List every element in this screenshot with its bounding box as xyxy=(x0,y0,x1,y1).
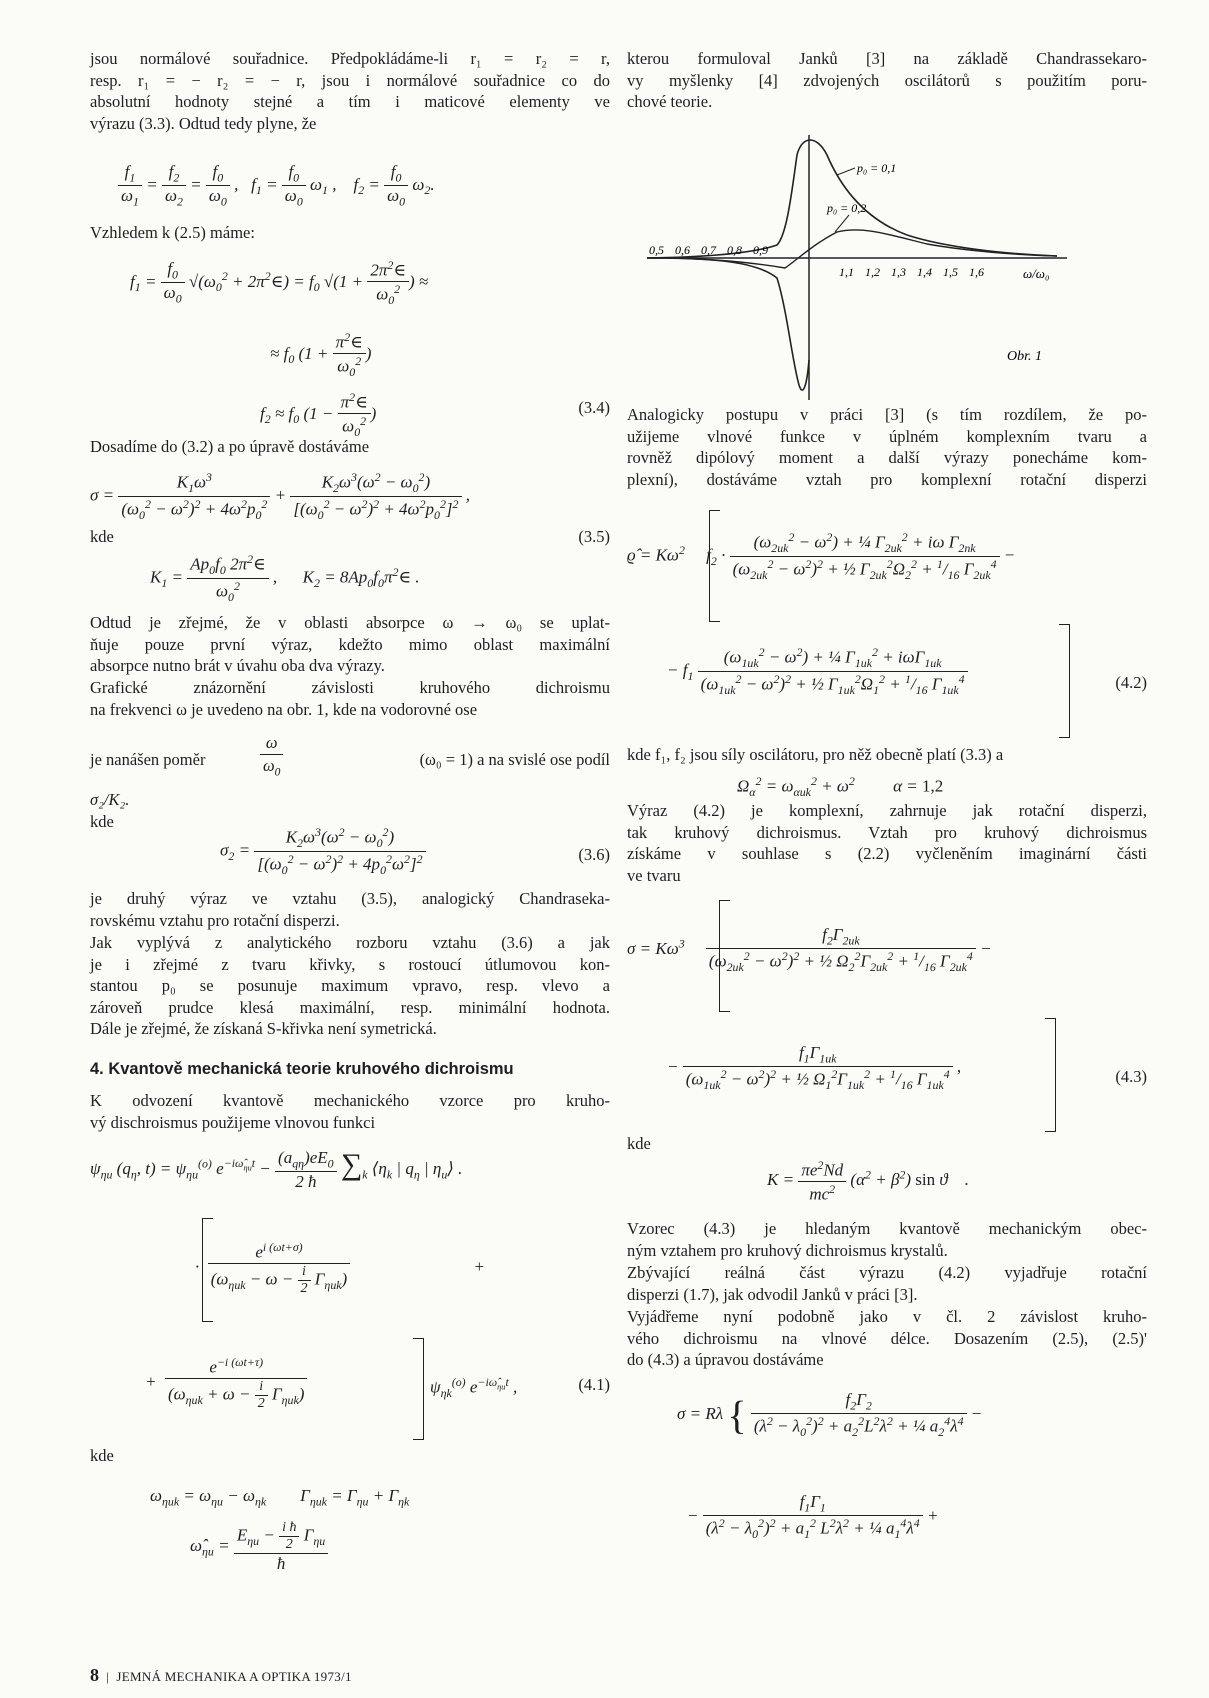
text-line: Vyjádřeme nyní podobně jako v čl. 2 závislost kruho- xyxy=(627,1307,1147,1326)
equation-omega-gamma: $\omega_{\eta uk} = \omega_{\eta u} - \omega_{\eta k}$ $\Gamma_{\eta uk} = \Gamma_{\eta u} + \Gamma_{\eta k}$ xyxy=(150,1486,410,1509)
text-line: tak kruhový dichroismus. Vztah pro kruhový dichroismus xyxy=(627,822,1147,842)
x-unit-label: ω/ω₀ xyxy=(1023,266,1050,281)
paragraph xyxy=(90,436,610,458)
text-line: kde f₁, f₂ jsou síly oscilátoru, pro něž obecně platí (3.3) a xyxy=(627,745,1004,764)
curve-label: p₀ = 0,1 xyxy=(857,161,897,175)
paragraph xyxy=(627,744,1147,766)
text-line: zároveň prudce klesá maximální, resp. minimální hodnota. xyxy=(90,997,610,1017)
text-line: Jak vyplývá z analytického rozboru vztahu (3.6) a jak xyxy=(90,933,610,952)
label-leader xyxy=(837,168,855,175)
paragraph xyxy=(90,48,610,134)
equation-oscillator-ratios: $\frac{f_1}{\omega_1}$ = $\frac{f_2}{\omega_2}$ = $\frac{f_0}{\omega_0}$ , $f_1$ = $\frac{f_0}{\omega_0}$ $\omega_1$ , $f_2$ = $\frac{f_0}{\omega_0}$ $\omega_2$. xyxy=(118,162,638,210)
text-line: kde xyxy=(90,811,114,831)
paragraph xyxy=(627,800,1147,886)
x-tick-label: 0,5 xyxy=(649,243,664,257)
page-number: 8 xyxy=(90,1665,100,1685)
paragraph xyxy=(90,1445,610,1467)
paragraph xyxy=(90,677,610,720)
equation-sigma-lambda-second: − $\frac{f_1\Gamma_1}{(\lambda^2 - \lambda_0^2)^2 + a_1^2 L^2\lambda^2 + \frac{1}{4} a_1^4\lambda^4}$ + xyxy=(687,1492,939,1542)
equation-4-2-second: − $f_1$ $\frac{(\omega_{1uk}^2 - \omega^2) + \frac{1}{4} \Gamma_{1uk}^2 + i\omega\Gamma_{1uk}}{(\omega_{1uk}^2 - \omega^2)^2 + \frac{1}{2} \Gamma_{1uk}^2\Omega_1^2 + ^1/_{16} \Gamma_{1uk}^4}$ (4.2) xyxy=(667,645,1147,698)
paragraph xyxy=(627,48,1147,113)
text-line: kde xyxy=(627,1134,651,1153)
curve-p0-0-1 xyxy=(647,140,1057,258)
text-line: Odtud je zřejmé, že v oblasti absorpce ω → ω₀ se uplat- xyxy=(90,613,610,632)
section-heading: 4. Kvantově mechanická teorie kruhového dichroismu xyxy=(90,1060,514,1078)
text-line: ňuje pouze první výraz, kdežto mimo oblast maximální xyxy=(90,634,610,654)
left-column xyxy=(90,0,610,1698)
text-line: Zbývající reálná část výrazu (4.2) vyjadřuje rotační xyxy=(627,1263,1147,1282)
equation-number: (4.2) xyxy=(1115,673,1147,692)
equation-omega-hat: $\omegâ_{\eta u}$ = $E_{\eta u}$ − $\frac{\text{i ħ}}{2}$ $\Gamma_{\eta u}$ ħ xyxy=(190,1520,710,1574)
equation-f1-result: ≈ $f_0$ (1 + $\frac{\pi^2\in}{\omega_0^2}$ ) xyxy=(270,330,372,379)
text-line: Výraz (4.2) je komplexní, zahrnuje jak rotační disperzi, xyxy=(627,801,1147,820)
text-line: vý dischroismus použijeme vlnovou funkci xyxy=(90,1112,376,1132)
paragraph xyxy=(627,1133,1147,1155)
text-line: jsou normálové souřadnice. Předpokládáme-li r₁ = r₂ = r, xyxy=(90,49,610,68)
text-line: ným vztahem pro kruhový dichroismus krystalů. xyxy=(627,1240,948,1260)
text-line: σ₂/K₂. xyxy=(90,790,130,809)
figure-caption: Obr. 1 xyxy=(1007,349,1043,364)
text-line: disperzi (1.7), jak odvodil Janků v práci [3]. xyxy=(627,1284,918,1304)
text-line: chové teorie. xyxy=(627,92,713,111)
x-tick-label: 1,4 xyxy=(917,265,932,279)
equation-wave-function: $\psi_{\eta u}$ ($q_\eta$, $t) = \psi_{\eta u}^{(o)}$ $e^{-i\omegâ_{\eta u}t}$ − $\frac{(a_{q\eta})eE_0}{2 ħ}$ $\sum_k$ $⟨\eta_k$ | $q_\eta$ | $\eta_u⟩$ . xyxy=(90,1148,463,1192)
x-tick-label: 0,6 xyxy=(675,243,690,257)
x-tick-label: 1,2 xyxy=(865,265,880,279)
text-fragment: (ω₀ = 1) a na svislé ose podíl xyxy=(419,750,610,769)
text-line: užijeme vlnové funkce v úplném komplexním tvaru a xyxy=(627,426,1147,446)
equation-4-3-first: $\sigma = K\omega^3$ $\frac{f_2\Gamma_{2uk}}{(\omega_{2uk}^2 - \omega^2)^2 + \frac{1}{2} \Omega_2^2\Gamma_{2uk}^2 + ^1/_{16} \Gamma_{2uk}^4}$ − xyxy=(627,925,992,975)
paragraph xyxy=(90,732,610,788)
x-tick-label: 1,3 xyxy=(891,265,906,279)
paragraph xyxy=(627,404,1147,490)
text-line: vého dichroismu na vlnové délce. Dosazením (2.5), (2.5)' xyxy=(627,1328,1147,1348)
text-line: rovskému vztahu pro rotační disperzi. xyxy=(90,910,340,930)
equation-4-3-second: − $\frac{f_1\Gamma_{1uk}}{(\omega_{1uk}^2 - \omega^2)^2 + \frac{1}{2} \Omega_1^2\Gamma_{1uk}^2 + ^1/_{16} \Gamma_{1uk}^4}$ , (4.3) xyxy=(667,1043,1147,1093)
equation-sigma-lambda-first: σ = Rλ { $\frac{f_2\Gamma_2}{(\lambda^2 - \lambda_0^2)^2 + a_2^2L^2\lambda^2 + \frac{1}{4} a_2^4\lambda^4}$ − xyxy=(677,1390,983,1440)
paragraph xyxy=(627,1262,1147,1305)
curve-p0-0-1-negative xyxy=(647,258,809,390)
bracket xyxy=(1045,1018,1056,1132)
text-line: absolutní hodnoty stejné a tím i maticové elementy ve xyxy=(90,92,610,111)
bracket xyxy=(1059,624,1070,738)
equation-wave-term-2: + $e^{-i (\omega t+\tau)}$ ($\omega_{\eta uk} + \omega$ − $\frac{i}{2}$ $\Gamma_{\eta uk}$) xyxy=(145,1355,665,1412)
paragraph xyxy=(90,222,610,244)
equation-k1-k2: $K_1$ = $\frac{Ap_0f_0 2\pi^2\in}{\omega_0^2}$ , $K_2$ = $8Ap_0f_0\pi^2\in$ . xyxy=(150,552,420,605)
text-line: do (4.3) a úpravou dostáváme xyxy=(627,1350,824,1369)
equation-f1-approximation: $f_1$ = $\frac{f_0}{\omega_0}$ $√(\omega_0^2$ + $2\pi^2\in) = f_0$ √(1 + $\frac{2\pi^2\in}{\omega_0^2}$ ) ≈ xyxy=(130,258,429,307)
text-line: je druhý výraz ve vztahu (3.5), analogický Chandraseka- xyxy=(90,889,610,908)
text-line: resp. r₁ = − r₂ = − r, jsou i normálové souřadnice co do xyxy=(90,70,610,90)
figure-dichroism-curve xyxy=(627,130,1147,410)
equation-number: (4.3) xyxy=(1115,1067,1147,1086)
equation-wave-term-1: · $e^{i (\omega t+\sigma)}$ ($\omega_{\eta uk} - \omega$ − $\frac{i}{2}$ $\Gamma_{\eta uk}$) + xyxy=(195,1240,485,1296)
equation-3-4: $f_2 \approx f_0$ (1 − $\frac{\pi^2\in}{\omega_0^2}$ ) (3.4) xyxy=(260,390,610,439)
label-kde: kde xyxy=(90,527,114,546)
equation-number: (3.4) xyxy=(578,398,610,417)
x-tick-label: 0,7 xyxy=(701,243,716,257)
text-fragment: je nanášen poměr xyxy=(90,750,206,769)
x-tick-label: 1,1 xyxy=(839,265,854,279)
text-line: Dosadíme do (3.2) a po úpravě dostáváme xyxy=(90,437,370,456)
paragraph xyxy=(90,1090,610,1133)
paragraph xyxy=(90,932,610,1040)
label-leader xyxy=(835,215,849,232)
equation-4-1-tail: $\psi_{\eta k}^{(o)}$ $e^{-i\omegâ_{\eta u}t}$ , (4.1) xyxy=(430,1375,610,1401)
paragraph xyxy=(90,612,610,677)
curve-p0-0-2 xyxy=(667,230,1057,268)
text-line: Grafické znázornění závislosti kruhového dichroismu xyxy=(90,678,610,697)
equation-number: (3.5) xyxy=(578,527,610,546)
text-line: rovněž dipólový moment a další výrazy ponecháme kom- xyxy=(627,448,1147,467)
omega-fraction: $\frac{\omega}{\omega_0}$ xyxy=(260,732,283,783)
text-line: Dále je zřejmé, že získaná S-křivka není symetrická. xyxy=(90,1019,437,1038)
paragraph xyxy=(627,1306,1147,1371)
equation-number: (4.1) xyxy=(578,1375,610,1394)
x-tick-labels xyxy=(649,243,984,279)
equation-3-6: $\sigma_2$ = $\frac{K_2\omega^3(\omega^2 - \omega_0^2)}{[(\omega_0^2 - \omega^2)^2 + 4p_0^2\omega^2]^2}$ (3.6) xyxy=(220,825,610,878)
x-tick-label: 0,8 xyxy=(727,243,742,257)
text-line: ve tvaru xyxy=(627,865,681,885)
text-line: Vzorec (4.3) je hledaným kvantově mechanickým obec- xyxy=(627,1219,1147,1238)
text-line: výrazu (3.3). Odtud tedy plyne, že xyxy=(90,113,317,133)
text-line: je i zřejmé z tvaru křivky, s rostoucí útlumovou kon- xyxy=(90,954,610,974)
equation-k: K = $\frac{\pi e^2Nd}{mc^2}$ $(\alpha^2 + \beta^2)$ sin ϑ . xyxy=(767,1158,969,1204)
text-line: stantou p₀ se posunuje maximum vpravo, resp. vlevo a xyxy=(90,976,610,995)
paragraph xyxy=(90,888,610,931)
text-line: Analogicky postupu v práci [3] (s tím rozdílem, že po- xyxy=(627,405,1147,424)
journal-name: JEMNÁ MECHANIKA A OPTIKA 1973/1 xyxy=(116,1669,352,1684)
text-line: K odvození kvantově mechanického vzorce pro kruho- xyxy=(90,1091,610,1110)
text-line: absorpce nutno brát v úvahu oba dva výrazy. xyxy=(90,656,385,675)
x-tick-label: 0,9 xyxy=(753,243,768,257)
text-line: kterou formuloval Janků [3] na základě Chandrassekaro- xyxy=(627,49,1147,68)
bracket xyxy=(413,1338,424,1440)
right-column xyxy=(627,0,1147,1698)
equation-sigma: σ = $\frac{K_1\omega^3}{(\omega_0^2 - \omega^2)^2 + 4\omega^2p_0^2}$ + $\frac{K_2\omega^3(\omega^2 - \omega_0^2)}{[(\omega_0^2 - \omega^2)^2 + 4\omega^2p_0^2]^2}$ , xyxy=(90,470,470,523)
text-line: plexní), dostáváme vztah pro komplexní rotační disperzi xyxy=(627,469,1147,489)
paragraph xyxy=(627,1218,1147,1261)
text-line: Vzhledem k (2.5) máme: xyxy=(90,223,255,242)
equation-number: (3.6) xyxy=(578,845,610,864)
page-footer: 8 | JEMNÁ MECHANIKA A OPTIKA 1973/1 xyxy=(90,1665,352,1685)
x-tick-label: 1,5 xyxy=(943,265,958,279)
paragraph xyxy=(90,526,610,548)
x-tick-label: 1,6 xyxy=(969,265,984,279)
text-line: na frekvenci ω je uvedeno na obr. 1, kde na vodorovné ose xyxy=(90,699,478,719)
curve-label: p₀ = 0,2 xyxy=(827,201,867,215)
text-line: získáme v souhlase s (2.2) vyčleněním imaginární části xyxy=(627,844,1147,863)
equation-4-2-first: ϱ̂ = $K\omega^2$ $f_2$ · $\frac{(\omega_{2uk}^2 - \omega^2) + \frac{1}{4} \Gamma_{2uk}^2 + i\omega \Gamma_{2nk}}{(\omega_{2uk}^2 - \omega^2)^2 + \frac{1}{2} \Gamma_{2uk}^2\Omega_2^2 + ^1/_{16} \Gamma_{2uk}^4}$ − xyxy=(627,530,1016,583)
text-line: kde xyxy=(90,1446,114,1465)
text-line: vy myšlenky [4] zdvojených oscilátorů s použitím poru- xyxy=(627,70,1147,90)
equation-omega-alpha: $\Omega_\alpha^2 = \omega_{\alpha uk}^2 + \omega^2$ α = 1,2 xyxy=(737,774,944,800)
